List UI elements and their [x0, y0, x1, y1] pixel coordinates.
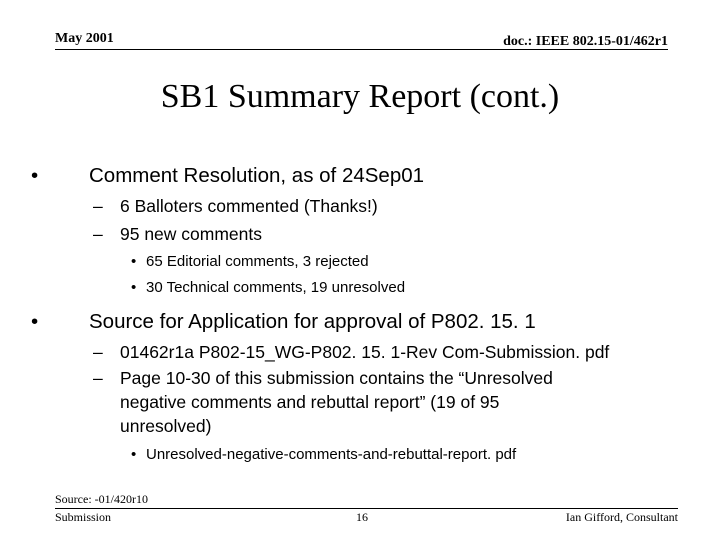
- dash-marker: –: [93, 368, 103, 388]
- sub-bullet-new-comments: 95 new comments: [120, 224, 263, 244]
- dash-marker: –: [93, 196, 103, 216]
- bullet-dot: •: [131, 253, 137, 270]
- footer-source: Source: -01/420r10: [55, 492, 148, 506]
- header-doc-id: doc.: IEEE 802.15-01/462r1: [503, 34, 668, 49]
- sub-bullet-page-range-line1: Page 10-30 of this submission contains the “Unresolved: [120, 368, 553, 388]
- bullet-comment-resolution: Comment Resolution, as of 24Sep01: [89, 164, 425, 187]
- header-date: May 2001: [55, 31, 114, 46]
- bullet-source-application: Source for Application for approval of P802. 15. 1: [89, 310, 536, 333]
- bullet-dot: •: [31, 164, 39, 187]
- slide-title: SB1 Summary Report (cont.): [160, 78, 560, 115]
- sub-sub-bullet-technical: 30 Technical comments, 19 unresolved: [146, 279, 406, 296]
- dash-marker: –: [93, 342, 103, 362]
- sub-bullet-balloters: 6 Balloters commented (Thanks!): [120, 196, 378, 216]
- bullet-dot: •: [31, 310, 39, 333]
- sub-sub-bullet-editorial: 65 Editorial comments, 3 rejected: [146, 253, 369, 270]
- bullet-dot: •: [131, 279, 137, 296]
- header-rule: [55, 49, 668, 50]
- footer-rule: [55, 508, 678, 509]
- sub-sub-bullet-report-file: Unresolved-negative-comments-and-rebuttal-report. pdf: [146, 446, 517, 463]
- sub-bullet-filename: 01462r1a P802-15_WG-P802. 15. 1-Rev Com-Submission. pdf: [120, 342, 610, 362]
- sub-bullet-page-range-line2: negative comments and rebuttal report” (19 of 95: [120, 392, 500, 412]
- footer-submission: Submission: [55, 510, 112, 524]
- sub-bullet-page-range-line3: unresolved): [120, 416, 212, 436]
- footer-page-number: 16: [356, 510, 368, 524]
- footer-author: Ian Gifford, Consultant: [565, 510, 678, 524]
- dash-marker: –: [93, 224, 103, 244]
- bullet-dot: •: [131, 446, 137, 463]
